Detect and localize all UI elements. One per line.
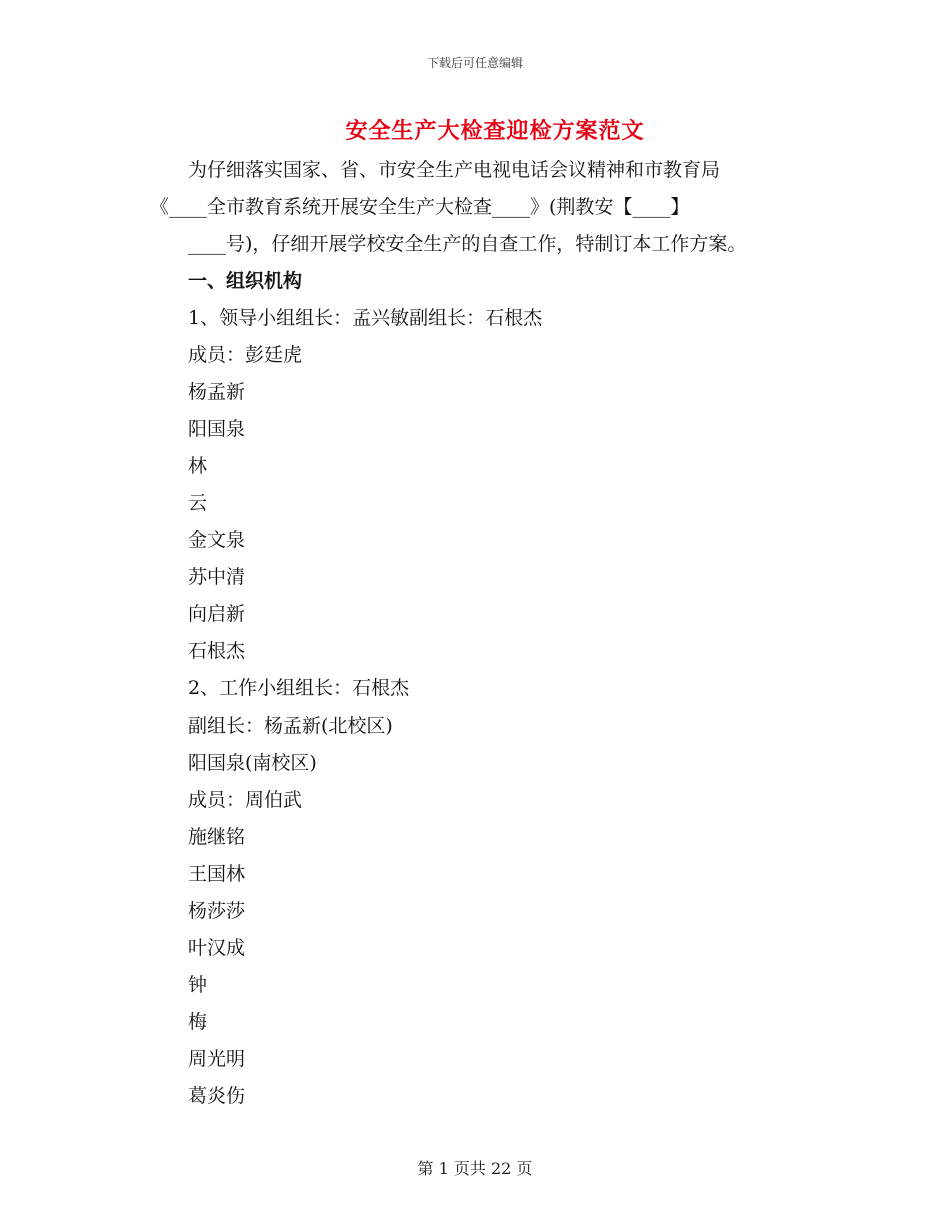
list-item: 向启新 [188,603,246,626]
list-item: 成员：周伯武 [188,788,303,811]
list-item: 金文泉 [188,529,246,552]
intro-line-1: 为仔细落实国家、省、市安全生产电视电话会议精神和市教育局 [188,159,721,181]
section-heading-organization: 一、组织机构 [188,270,303,292]
list-item: 施继铭 [188,825,246,848]
page-number: 第 1 页共 22 页 [417,1159,533,1178]
intro-line-2: 《____全市教育系统开展安全生产大检查____》(荆教安【____】 [150,196,690,218]
list-item: 王国林 [188,862,246,885]
list-item: 副组长：杨孟新(北校区) [188,714,393,737]
organization-list [188,300,542,1115]
list-item: 石根杰 [188,640,246,663]
list-item: 阳国泉(南校区) [188,751,317,774]
download-note: 下载后可任意编辑 [426,56,523,70]
list-item: 叶汉成 [188,936,246,959]
list-item: 梅 [188,1010,208,1033]
list-item: 林 [188,455,208,478]
list-item: 钟 [188,973,208,996]
intro-line-3: ____号)，仔细开展学校安全生产的自查工作，特制订本工作方案。 [188,233,747,255]
list-item: 成员：彭廷虎 [188,344,303,367]
list-item: 杨孟新 [188,381,246,404]
list-item: 1、领导小组组长：孟兴敏副组长：石根杰 [188,307,543,329]
list-item: 周光明 [188,1047,246,1070]
list-item: 杨莎莎 [188,899,246,922]
document-title: 安全生产大检查迎检方案范文 [345,118,645,144]
list-item: 云 [188,492,208,515]
list-item: 葛炎伤 [188,1084,246,1107]
list-item: 苏中清 [188,566,246,589]
list-item: 2、工作小组组长：石根杰 [188,677,410,700]
list-item: 阳国泉 [188,418,246,441]
